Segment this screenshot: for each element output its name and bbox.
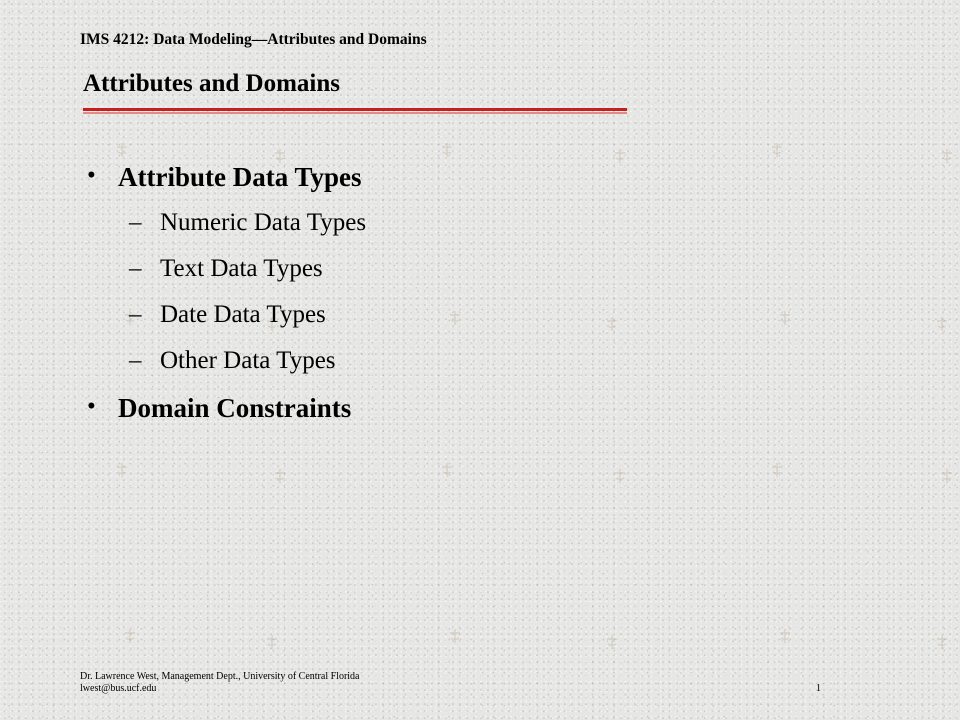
- bullet-marker: •: [87, 393, 96, 420]
- sub-bullet-marker: –: [129, 347, 142, 374]
- bullet-text: Domain Constraints: [118, 393, 352, 423]
- footer-author-line: Dr. Lawrence West, Management Dept., University of Central Florida: [80, 671, 360, 682]
- watermark-icon: [613, 148, 627, 164]
- sub-bullet-marker: –: [129, 301, 142, 328]
- watermark-icon: [440, 462, 454, 478]
- footer-author: [80, 671, 360, 695]
- watermark-icon: [123, 628, 137, 644]
- watermark-icon: [770, 142, 784, 158]
- sub-bullet-marker: –: [129, 255, 142, 282]
- watermark-icon: [115, 142, 129, 158]
- watermark-icon: [935, 634, 949, 650]
- bullet-text: Attribute Data Types: [118, 162, 362, 192]
- title-underline-light: [83, 112, 627, 114]
- watermark-icon: [605, 634, 619, 650]
- title-underline: [83, 108, 627, 115]
- footer-email: lwest@bus.ucf.edu: [80, 683, 157, 694]
- page-number: 1: [816, 683, 821, 694]
- watermark-icon: [440, 142, 454, 158]
- watermark-icon: [935, 316, 949, 332]
- sub-bullet-marker: –: [129, 209, 142, 236]
- sub-bullet-text: Other Data Types: [160, 347, 336, 374]
- watermark-icon: [448, 310, 462, 326]
- watermark-icon: [115, 462, 129, 478]
- watermark-icon: [770, 462, 784, 478]
- watermark-icon: [448, 628, 462, 644]
- title-underline-dark: [83, 108, 627, 111]
- watermark-icon: [778, 310, 792, 326]
- sub-bullet-text: Date Data Types: [160, 301, 326, 328]
- watermark-icon: [265, 634, 279, 650]
- bullet-marker: •: [87, 162, 96, 189]
- watermark-icon: [605, 316, 619, 332]
- slide-title: Attributes and Domains: [83, 70, 340, 97]
- sub-bullet-text: Text Data Types: [160, 255, 323, 282]
- watermark-icon: [940, 148, 954, 164]
- watermark-icon: [273, 468, 287, 484]
- watermark-icon: [940, 468, 954, 484]
- watermark-icon: [778, 628, 792, 644]
- sub-bullet-text: Numeric Data Types: [160, 209, 367, 236]
- course-header: IMS 4212: Data Modeling—Attributes and Domains: [80, 31, 427, 48]
- watermark-icon: [613, 468, 627, 484]
